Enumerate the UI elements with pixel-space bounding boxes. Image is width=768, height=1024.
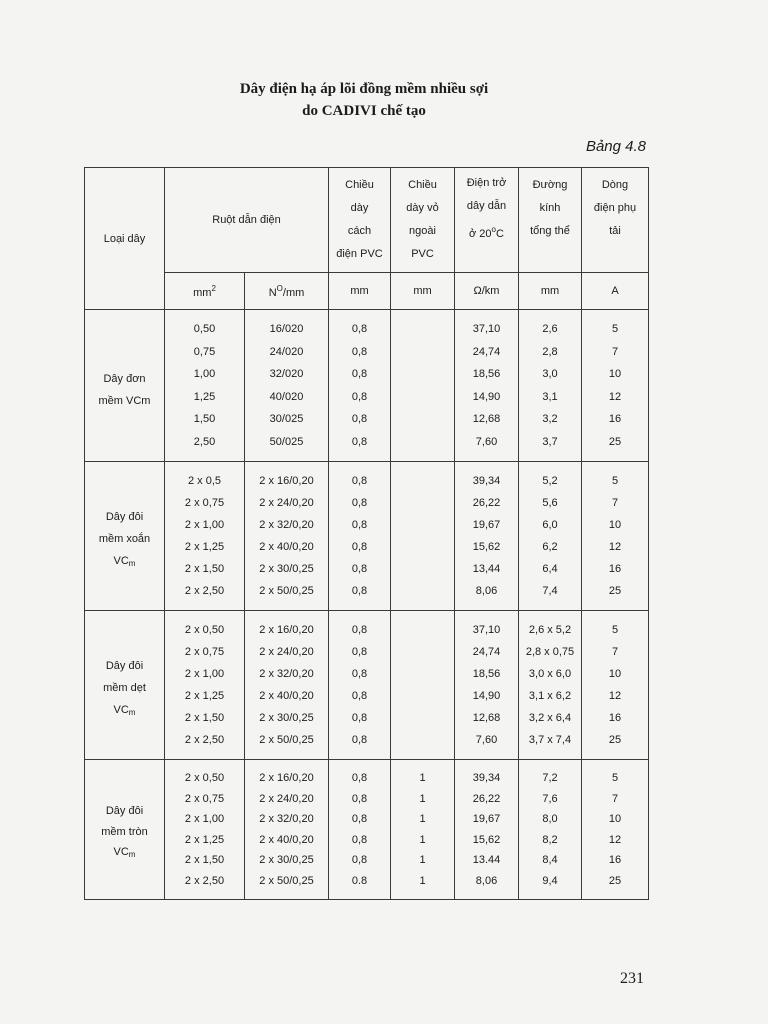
cell-sheath bbox=[391, 641, 455, 663]
cell-sheath bbox=[391, 341, 455, 364]
cell-sheath bbox=[391, 536, 455, 558]
cell-area: 2 x 1,50 bbox=[165, 850, 245, 871]
cell-diameter: 3,7 bbox=[519, 431, 582, 462]
cell-resistance: 24,74 bbox=[455, 341, 519, 364]
cell-diameter: 3,0 x 6,0 bbox=[519, 663, 582, 685]
cable-type-label: Dây đơn mềm VCm bbox=[85, 310, 165, 462]
cell-diameter: 2,6 x 5,2 bbox=[519, 611, 582, 642]
cell-strands: 2 x 40/0,20 bbox=[245, 830, 329, 851]
cell-resistance: 8,06 bbox=[455, 871, 519, 900]
cable-group bbox=[85, 611, 649, 760]
cell-strands: 2 x 30/0,25 bbox=[245, 707, 329, 729]
table-row bbox=[85, 536, 649, 558]
table-row bbox=[85, 341, 649, 364]
table-row bbox=[85, 580, 649, 611]
cell-resistance: 26,22 bbox=[455, 492, 519, 514]
table-row bbox=[85, 310, 649, 341]
table-row bbox=[85, 707, 649, 729]
cell-resistance: 12,68 bbox=[455, 707, 519, 729]
cable-group bbox=[85, 462, 649, 611]
cell-strands: 32/020 bbox=[245, 363, 329, 386]
cell-diameter: 3,2 x 6,4 bbox=[519, 707, 582, 729]
cell-area: 2 x 1,25 bbox=[165, 830, 245, 851]
cell-area: 2 x 1,25 bbox=[165, 685, 245, 707]
cell-strands: 2 x 30/0,25 bbox=[245, 558, 329, 580]
cell-strands: 2 x 32/0,20 bbox=[245, 663, 329, 685]
cell-area: 2 x 1,25 bbox=[165, 536, 245, 558]
cell-strands: 2 x 16/0,20 bbox=[245, 462, 329, 493]
cell-strands: 2 x 32/0,20 bbox=[245, 514, 329, 536]
cell-insulation: 0,8 bbox=[329, 850, 391, 871]
header-sheath-thickness: Chiều dày vỏ ngoài PVC bbox=[391, 168, 455, 273]
cell-area: 2 x 1,00 bbox=[165, 809, 245, 830]
cell-resistance: 15,62 bbox=[455, 536, 519, 558]
table-row bbox=[85, 729, 649, 760]
cell-strands: 2 x 24/0,20 bbox=[245, 789, 329, 810]
cell-strands: 50/025 bbox=[245, 431, 329, 462]
cell-diameter: 6,0 bbox=[519, 514, 582, 536]
cell-strands: 2 x 32/0,20 bbox=[245, 809, 329, 830]
cell-resistance: 39,34 bbox=[455, 760, 519, 789]
cell-strands: 16/020 bbox=[245, 310, 329, 341]
cell-resistance: 15,62 bbox=[455, 830, 519, 851]
cell-diameter: 9,4 bbox=[519, 871, 582, 900]
cell-area: 2 x 0,50 bbox=[165, 611, 245, 642]
cell-area: 2 x 1,50 bbox=[165, 558, 245, 580]
table-row bbox=[85, 809, 649, 830]
cell-current: 16 bbox=[582, 707, 649, 729]
cell-current: 7 bbox=[582, 641, 649, 663]
cell-current: 12 bbox=[582, 536, 649, 558]
table-row bbox=[85, 685, 649, 707]
cell-current: 16 bbox=[582, 408, 649, 431]
cell-insulation: 0,8 bbox=[329, 641, 391, 663]
cell-sheath bbox=[391, 492, 455, 514]
table-row bbox=[85, 386, 649, 409]
table-row bbox=[85, 431, 649, 462]
table-row bbox=[85, 830, 649, 851]
cell-area: 0,50 bbox=[165, 310, 245, 341]
table-row bbox=[85, 850, 649, 871]
cell-resistance: 37,10 bbox=[455, 611, 519, 642]
cell-diameter: 7,2 bbox=[519, 760, 582, 789]
cell-insulation: 0,8 bbox=[329, 536, 391, 558]
table-row bbox=[85, 462, 649, 493]
table-row bbox=[85, 760, 649, 789]
cell-resistance: 39,34 bbox=[455, 462, 519, 493]
cell-area: 2 x 1,00 bbox=[165, 514, 245, 536]
cell-diameter: 5,2 bbox=[519, 462, 582, 493]
cell-current: 10 bbox=[582, 363, 649, 386]
cell-sheath bbox=[391, 514, 455, 536]
cell-current: 10 bbox=[582, 809, 649, 830]
cell-resistance: 8,06 bbox=[455, 580, 519, 611]
cell-diameter: 6,4 bbox=[519, 558, 582, 580]
cell-area: 2 x 0,75 bbox=[165, 789, 245, 810]
cell-area: 2 x 0,75 bbox=[165, 492, 245, 514]
cable-type-label: Dây đôi mềm tròn $VC_m$ bbox=[85, 760, 165, 900]
cell-diameter: 2,8 x 0,75 bbox=[519, 641, 582, 663]
cell-resistance: 18,56 bbox=[455, 363, 519, 386]
cell-insulation: 0,8 bbox=[329, 580, 391, 611]
cable-spec-table bbox=[84, 167, 649, 900]
cell-sheath bbox=[391, 310, 455, 341]
cell-diameter: 2,6 bbox=[519, 310, 582, 341]
cell-diameter: 7,4 bbox=[519, 580, 582, 611]
cell-sheath: 1 bbox=[391, 871, 455, 900]
cell-area: 2,50 bbox=[165, 431, 245, 462]
cell-diameter: 5,6 bbox=[519, 492, 582, 514]
cell-current: 7 bbox=[582, 341, 649, 364]
unit-resistance: Ω/km bbox=[455, 273, 519, 310]
cell-strands: 2 x 40/0,20 bbox=[245, 536, 329, 558]
cell-resistance: 24,74 bbox=[455, 641, 519, 663]
cell-insulation: 0,8 bbox=[329, 558, 391, 580]
cell-area: 0,75 bbox=[165, 341, 245, 364]
cell-strands: 2 x 40/0,20 bbox=[245, 685, 329, 707]
cell-area: 2 x 1,50 bbox=[165, 707, 245, 729]
unit-sheath: mm bbox=[391, 273, 455, 310]
cell-sheath bbox=[391, 685, 455, 707]
header-type: Loại dây bbox=[85, 168, 165, 310]
unit-area: $mm^2$ bbox=[165, 273, 245, 310]
cell-current: 16 bbox=[582, 850, 649, 871]
document-title-line-1: Dây điện hạ áp lõi đồng mềm nhiều sợi bbox=[239, 81, 489, 97]
cell-area: 2 x 0,50 bbox=[165, 760, 245, 789]
cell-sheath: 1 bbox=[391, 809, 455, 830]
cell-strands: 2 x 16/0,20 bbox=[245, 760, 329, 789]
cell-insulation: 0,8 bbox=[329, 386, 391, 409]
cell-insulation: 0,8 bbox=[329, 341, 391, 364]
table-row bbox=[85, 871, 649, 900]
cell-insulation: 0,8 bbox=[329, 408, 391, 431]
cell-insulation: 0,8 bbox=[329, 431, 391, 462]
cell-diameter: 2,8 bbox=[519, 341, 582, 364]
cell-current: 12 bbox=[582, 386, 649, 409]
cell-resistance: 13,44 bbox=[455, 558, 519, 580]
cell-area: 2 x 2,50 bbox=[165, 729, 245, 760]
cell-insulation: 0,8 bbox=[329, 707, 391, 729]
cell-strands: 40/020 bbox=[245, 386, 329, 409]
cell-strands: 2 x 50/0,25 bbox=[245, 729, 329, 760]
cell-current: 25 bbox=[582, 580, 649, 611]
cell-insulation: 0,8 bbox=[329, 363, 391, 386]
cell-sheath: 1 bbox=[391, 830, 455, 851]
cell-strands: 2 x 50/0,25 bbox=[245, 580, 329, 611]
unit-strands: $N^O/mm$ bbox=[245, 273, 329, 310]
cell-current: 7 bbox=[582, 789, 649, 810]
cell-sheath: 1 bbox=[391, 760, 455, 789]
cell-insulation: 0,8 bbox=[329, 729, 391, 760]
cell-area: 2 x 0,5 bbox=[165, 462, 245, 493]
cell-insulation: 0,8 bbox=[329, 789, 391, 810]
cell-insulation: 0,8 bbox=[329, 809, 391, 830]
cell-diameter: 3,1 x 6,2 bbox=[519, 685, 582, 707]
cell-current: 16 bbox=[582, 558, 649, 580]
cell-current: 5 bbox=[582, 611, 649, 642]
cell-sheath bbox=[391, 580, 455, 611]
cell-sheath: 1 bbox=[391, 789, 455, 810]
cell-diameter: 8,2 bbox=[519, 830, 582, 851]
cell-insulation: 0,8 bbox=[329, 310, 391, 341]
cell-sheath bbox=[391, 462, 455, 493]
cell-sheath bbox=[391, 431, 455, 462]
cell-resistance: 14,90 bbox=[455, 685, 519, 707]
table-row bbox=[85, 663, 649, 685]
cell-insulation: 0,8 bbox=[329, 685, 391, 707]
cell-current: 12 bbox=[582, 685, 649, 707]
unit-diameter: mm bbox=[519, 273, 582, 310]
cell-sheath bbox=[391, 408, 455, 431]
cell-insulation: 0,8 bbox=[329, 611, 391, 642]
table-row bbox=[85, 363, 649, 386]
table-row bbox=[85, 558, 649, 580]
cell-diameter: 8,0 bbox=[519, 809, 582, 830]
cell-insulation: 0,8 bbox=[329, 492, 391, 514]
cell-sheath bbox=[391, 386, 455, 409]
cell-resistance: 13.44 bbox=[455, 850, 519, 871]
cell-sheath bbox=[391, 558, 455, 580]
cell-current: 5 bbox=[582, 462, 649, 493]
cell-current: 5 bbox=[582, 310, 649, 341]
unit-insulation: mm bbox=[329, 273, 391, 310]
cell-current: 10 bbox=[582, 514, 649, 536]
cell-diameter: 7,6 bbox=[519, 789, 582, 810]
cell-area: 2 x 1,00 bbox=[165, 663, 245, 685]
table-row bbox=[85, 641, 649, 663]
cell-sheath bbox=[391, 707, 455, 729]
cell-resistance: 19,67 bbox=[455, 809, 519, 830]
header-resistance: Điện trở dây dẫn ở 20$^o$C bbox=[455, 168, 519, 273]
document-title-line-2: do CADIVI chế tạo bbox=[302, 103, 426, 119]
cell-strands: 2 x 16/0,20 bbox=[245, 611, 329, 642]
cable-group bbox=[85, 760, 649, 900]
cell-strands: 2 x 50/0,25 bbox=[245, 871, 329, 900]
cell-resistance: 14,90 bbox=[455, 386, 519, 409]
cell-current: 12 bbox=[582, 830, 649, 851]
cell-resistance: 19,67 bbox=[455, 514, 519, 536]
header-current-capacity: Dòng điện phụ tải bbox=[582, 168, 649, 273]
cell-sheath bbox=[391, 729, 455, 760]
cell-current: 7 bbox=[582, 492, 649, 514]
cell-insulation: 0,8 bbox=[329, 830, 391, 851]
cell-strands: 2 x 24/0,20 bbox=[245, 641, 329, 663]
cell-area: 1,00 bbox=[165, 363, 245, 386]
table-label: Bảng 4.8 bbox=[585, 138, 646, 155]
cell-insulation: 0,8 bbox=[329, 760, 391, 789]
cable-group bbox=[85, 310, 649, 462]
cell-resistance: 7,60 bbox=[455, 431, 519, 462]
cell-insulation: 0,8 bbox=[329, 462, 391, 493]
cell-diameter: 8,4 bbox=[519, 850, 582, 871]
header-overall-diameter: Đường kính tổng thể bbox=[519, 168, 582, 273]
cell-diameter: 3,2 bbox=[519, 408, 582, 431]
cell-strands: 2 x 30/0,25 bbox=[245, 850, 329, 871]
cell-diameter: 3,0 bbox=[519, 363, 582, 386]
cell-insulation: 0.8 bbox=[329, 871, 391, 900]
unit-current: A bbox=[582, 273, 649, 310]
cell-resistance: 37,10 bbox=[455, 310, 519, 341]
cell-sheath: 1 bbox=[391, 850, 455, 871]
cell-area: 2 x 2,50 bbox=[165, 580, 245, 611]
cell-diameter: 6,2 bbox=[519, 536, 582, 558]
table-row bbox=[85, 611, 649, 642]
cell-current: 10 bbox=[582, 663, 649, 685]
cell-strands: 30/025 bbox=[245, 408, 329, 431]
cell-diameter: 3,7 x 7,4 bbox=[519, 729, 582, 760]
cell-current: 5 bbox=[582, 760, 649, 789]
cell-insulation: 0,8 bbox=[329, 514, 391, 536]
cable-type-label: Dây đôi mềm dẹt $VC_m$ bbox=[85, 611, 165, 760]
cell-strands: 24/020 bbox=[245, 341, 329, 364]
page-number: 231 bbox=[620, 970, 644, 987]
cell-resistance: 12,68 bbox=[455, 408, 519, 431]
cell-area: 1,25 bbox=[165, 386, 245, 409]
cell-area: 2 x 2,50 bbox=[165, 871, 245, 900]
cell-area: 2 x 0,75 bbox=[165, 641, 245, 663]
cell-insulation: 0,8 bbox=[329, 663, 391, 685]
table-row bbox=[85, 789, 649, 810]
cell-current: 25 bbox=[582, 729, 649, 760]
cell-current: 25 bbox=[582, 871, 649, 900]
cell-resistance: 18,56 bbox=[455, 663, 519, 685]
cell-diameter: 3,1 bbox=[519, 386, 582, 409]
cell-resistance: 26,22 bbox=[455, 789, 519, 810]
cell-area: 1,50 bbox=[165, 408, 245, 431]
table-row bbox=[85, 514, 649, 536]
cell-strands: 2 x 24/0,20 bbox=[245, 492, 329, 514]
header-conductor: Ruột dẫn điện bbox=[165, 168, 329, 273]
cell-resistance: 7,60 bbox=[455, 729, 519, 760]
table-row bbox=[85, 492, 649, 514]
cable-type-label: Dây đôi mềm xoắn $VC_m$ bbox=[85, 462, 165, 611]
table-row bbox=[85, 408, 649, 431]
cell-sheath bbox=[391, 663, 455, 685]
cell-sheath bbox=[391, 363, 455, 386]
cell-sheath bbox=[391, 611, 455, 642]
header-insulation-thickness: Chiều dày cách điện PVC bbox=[329, 168, 391, 273]
cell-current: 25 bbox=[582, 431, 649, 462]
